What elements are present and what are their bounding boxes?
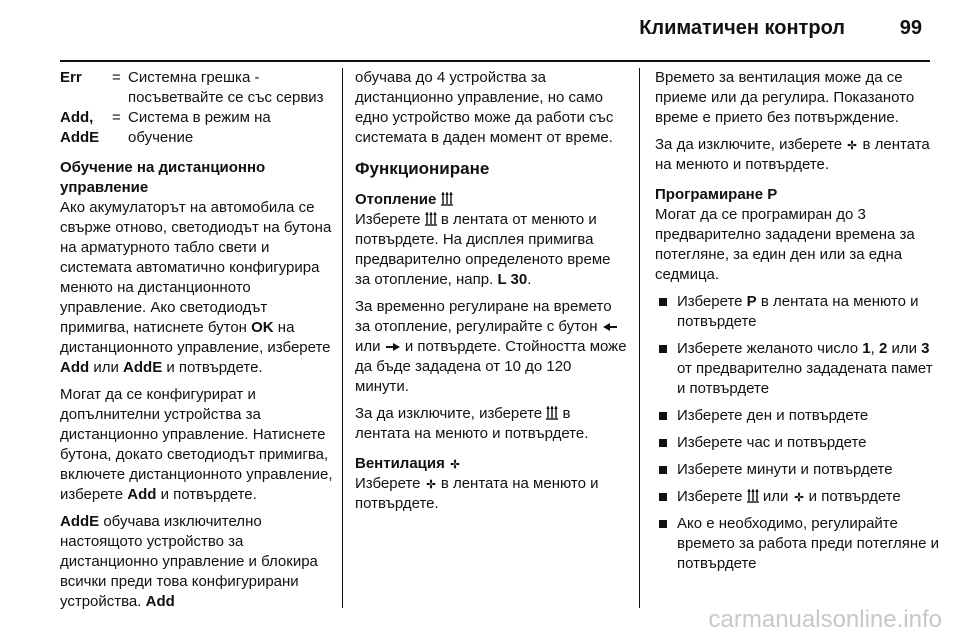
subheading-heating: [355, 190, 627, 210]
list-item: [655, 433, 940, 453]
text: или: [758, 488, 793, 505]
arrow-left-icon: [602, 321, 618, 333]
bullet-square-icon: [659, 298, 667, 306]
text: .: [527, 271, 532, 288]
fan-icon: [793, 491, 805, 503]
text: в лентата на менюто и потвърдете.: [355, 475, 599, 512]
code-description: Системна грешка - посъветвайте се със сервиз: [128, 69, 324, 106]
text-bold: 2: [878, 340, 888, 357]
list-item: [655, 406, 940, 426]
text-bold: 3: [921, 340, 930, 357]
text: За да изключите, изберете: [355, 405, 547, 422]
page-title: Климатичен контрол: [639, 17, 845, 39]
text: или: [887, 340, 922, 357]
text: Ако акумулаторът на автомобила се свърже отново, светодиодът на бутона на арматурното табло свети и системата автоматично конфигурира менюто на дистанционното управление. Ако светодиодът примигва, натиснете бутон: [60, 199, 332, 336]
text-bold: Add: [60, 359, 90, 376]
text: в лентата от менюто и потвърдете. На дисплея примигва предварително определеното време за отопление, напр.: [355, 211, 611, 288]
paragraph: обучава до 4 устройства за дистанционно управление, но само едно устройство може да работи със системата в даден момент от време.: [355, 69, 614, 146]
page-header: [0, 0, 960, 50]
code-row-err: [60, 68, 338, 108]
column-divider: [342, 68, 343, 608]
watermark: carmanualsonline.info: [708, 606, 942, 633]
text: в лентата на менюто и потвърдете.: [655, 136, 930, 173]
fan-icon: [846, 139, 858, 151]
list-item: [655, 487, 940, 507]
text: в лентата на менюто и потвърдете.: [355, 405, 589, 442]
column-left: [60, 68, 338, 619]
text-bold: Add: [127, 486, 157, 503]
text-bold: AddE: [60, 513, 100, 530]
subheading-ventilation: [355, 454, 627, 474]
list-item: [655, 339, 940, 399]
fan-icon: [425, 478, 437, 490]
text: Изберете желаното число: [677, 340, 863, 357]
section-heading-operation: Функциониране: [355, 159, 490, 178]
text: Изберете: [677, 488, 747, 505]
text: Могат да се конфигурират и допълнителни устройства за дистанционно управление. Натиснете бутона, докато светодиодът примигва, включете дистанционното управление, изберете: [60, 386, 333, 503]
header-divider: [60, 60, 930, 62]
text: Вентилация: [355, 455, 445, 472]
text-bold: Add: [145, 593, 175, 610]
heating-icon: [747, 489, 759, 503]
text: или: [89, 359, 124, 376]
text: и потвърдете.: [162, 359, 263, 376]
fan-icon: [449, 458, 461, 470]
code-key: Err: [60, 69, 82, 86]
text: Изберете: [355, 211, 425, 228]
text: Изберете минути и потвърдете: [677, 461, 893, 478]
text: Ако е необходимо, регулирайте времето за работа преди потегляне и потвърдете: [677, 515, 940, 572]
section-heading-remote-learning: Обучение на дистанционно управление: [60, 159, 266, 196]
code-equals: =: [112, 109, 121, 126]
paragraph: [60, 385, 338, 505]
page-number: 99: [899, 17, 922, 39]
text: Изберете: [677, 293, 747, 310]
text-bold: P: [746, 293, 757, 310]
text: в лентата на менюто и потвърдете: [677, 293, 919, 330]
text: За временно регулиране на времето за отопление, регулирайте с бутон: [355, 298, 612, 335]
bullet-square-icon: [659, 493, 667, 501]
bullet-square-icon: [659, 466, 667, 474]
text: и потвърдете.: [156, 486, 257, 503]
bullet-square-icon: [659, 345, 667, 353]
paragraph: [60, 512, 338, 612]
column-divider: [639, 68, 640, 608]
text: или: [355, 338, 385, 355]
paragraph: Могат да се програмиран до 3 предварително зададени времена за потегляне, за един ден или за една седмица.: [655, 206, 915, 283]
text-bold: L 30: [497, 271, 528, 288]
code-equals: =: [112, 69, 121, 86]
paragraph: [655, 135, 940, 175]
column-middle: [355, 68, 627, 521]
text: на дистанционното управление, изберете: [60, 319, 331, 356]
paragraph: [355, 474, 627, 514]
bullet-square-icon: [659, 439, 667, 447]
list-item: [655, 460, 940, 480]
text: Изберете час и потвърдете: [677, 434, 867, 451]
bullet-list: [655, 292, 940, 574]
code-key: Add, AddE: [60, 109, 100, 146]
list-item: [655, 292, 940, 332]
text: Изберете: [355, 475, 425, 492]
heating-icon: [425, 212, 437, 226]
subheading-programming: Програмиране P: [655, 186, 778, 203]
code-row-add: [60, 108, 338, 148]
arrow-right-icon: [385, 341, 401, 353]
paragraph: [60, 198, 338, 378]
column-right: [655, 68, 940, 581]
text: от предварително зададената памет и потвърдете: [677, 360, 933, 397]
text: и потвърдете: [804, 488, 901, 505]
list-item: [655, 514, 940, 574]
text: За да изключите, изберете: [655, 136, 847, 153]
text-bold: 1: [862, 340, 871, 357]
text: Отопление: [355, 191, 437, 208]
heating-icon: [546, 406, 558, 420]
text: ,: [870, 340, 879, 357]
heating-icon: [441, 192, 453, 206]
text: Изберете ден и потвърдете: [677, 407, 869, 424]
paragraph: [355, 210, 627, 290]
text-bold: AddE: [123, 359, 163, 376]
text: обучава изключително настоящото устройство за дистанционно управление и блокира всички преди това конфигурирани устройства.: [60, 513, 318, 610]
paragraph: [355, 297, 627, 397]
bullet-square-icon: [659, 520, 667, 528]
paragraph: [355, 404, 627, 444]
text-bold: OK: [251, 319, 274, 336]
paragraph: Времето за вентилация може да се приеме или да регулира. Показаното време е прието без потвърждение.: [655, 69, 915, 126]
text: и потвърдете. Стойността може да бъде зададена от 10 до 120 минути.: [355, 338, 627, 395]
bullet-square-icon: [659, 412, 667, 420]
code-description: Система в режим на обучение: [128, 109, 271, 146]
